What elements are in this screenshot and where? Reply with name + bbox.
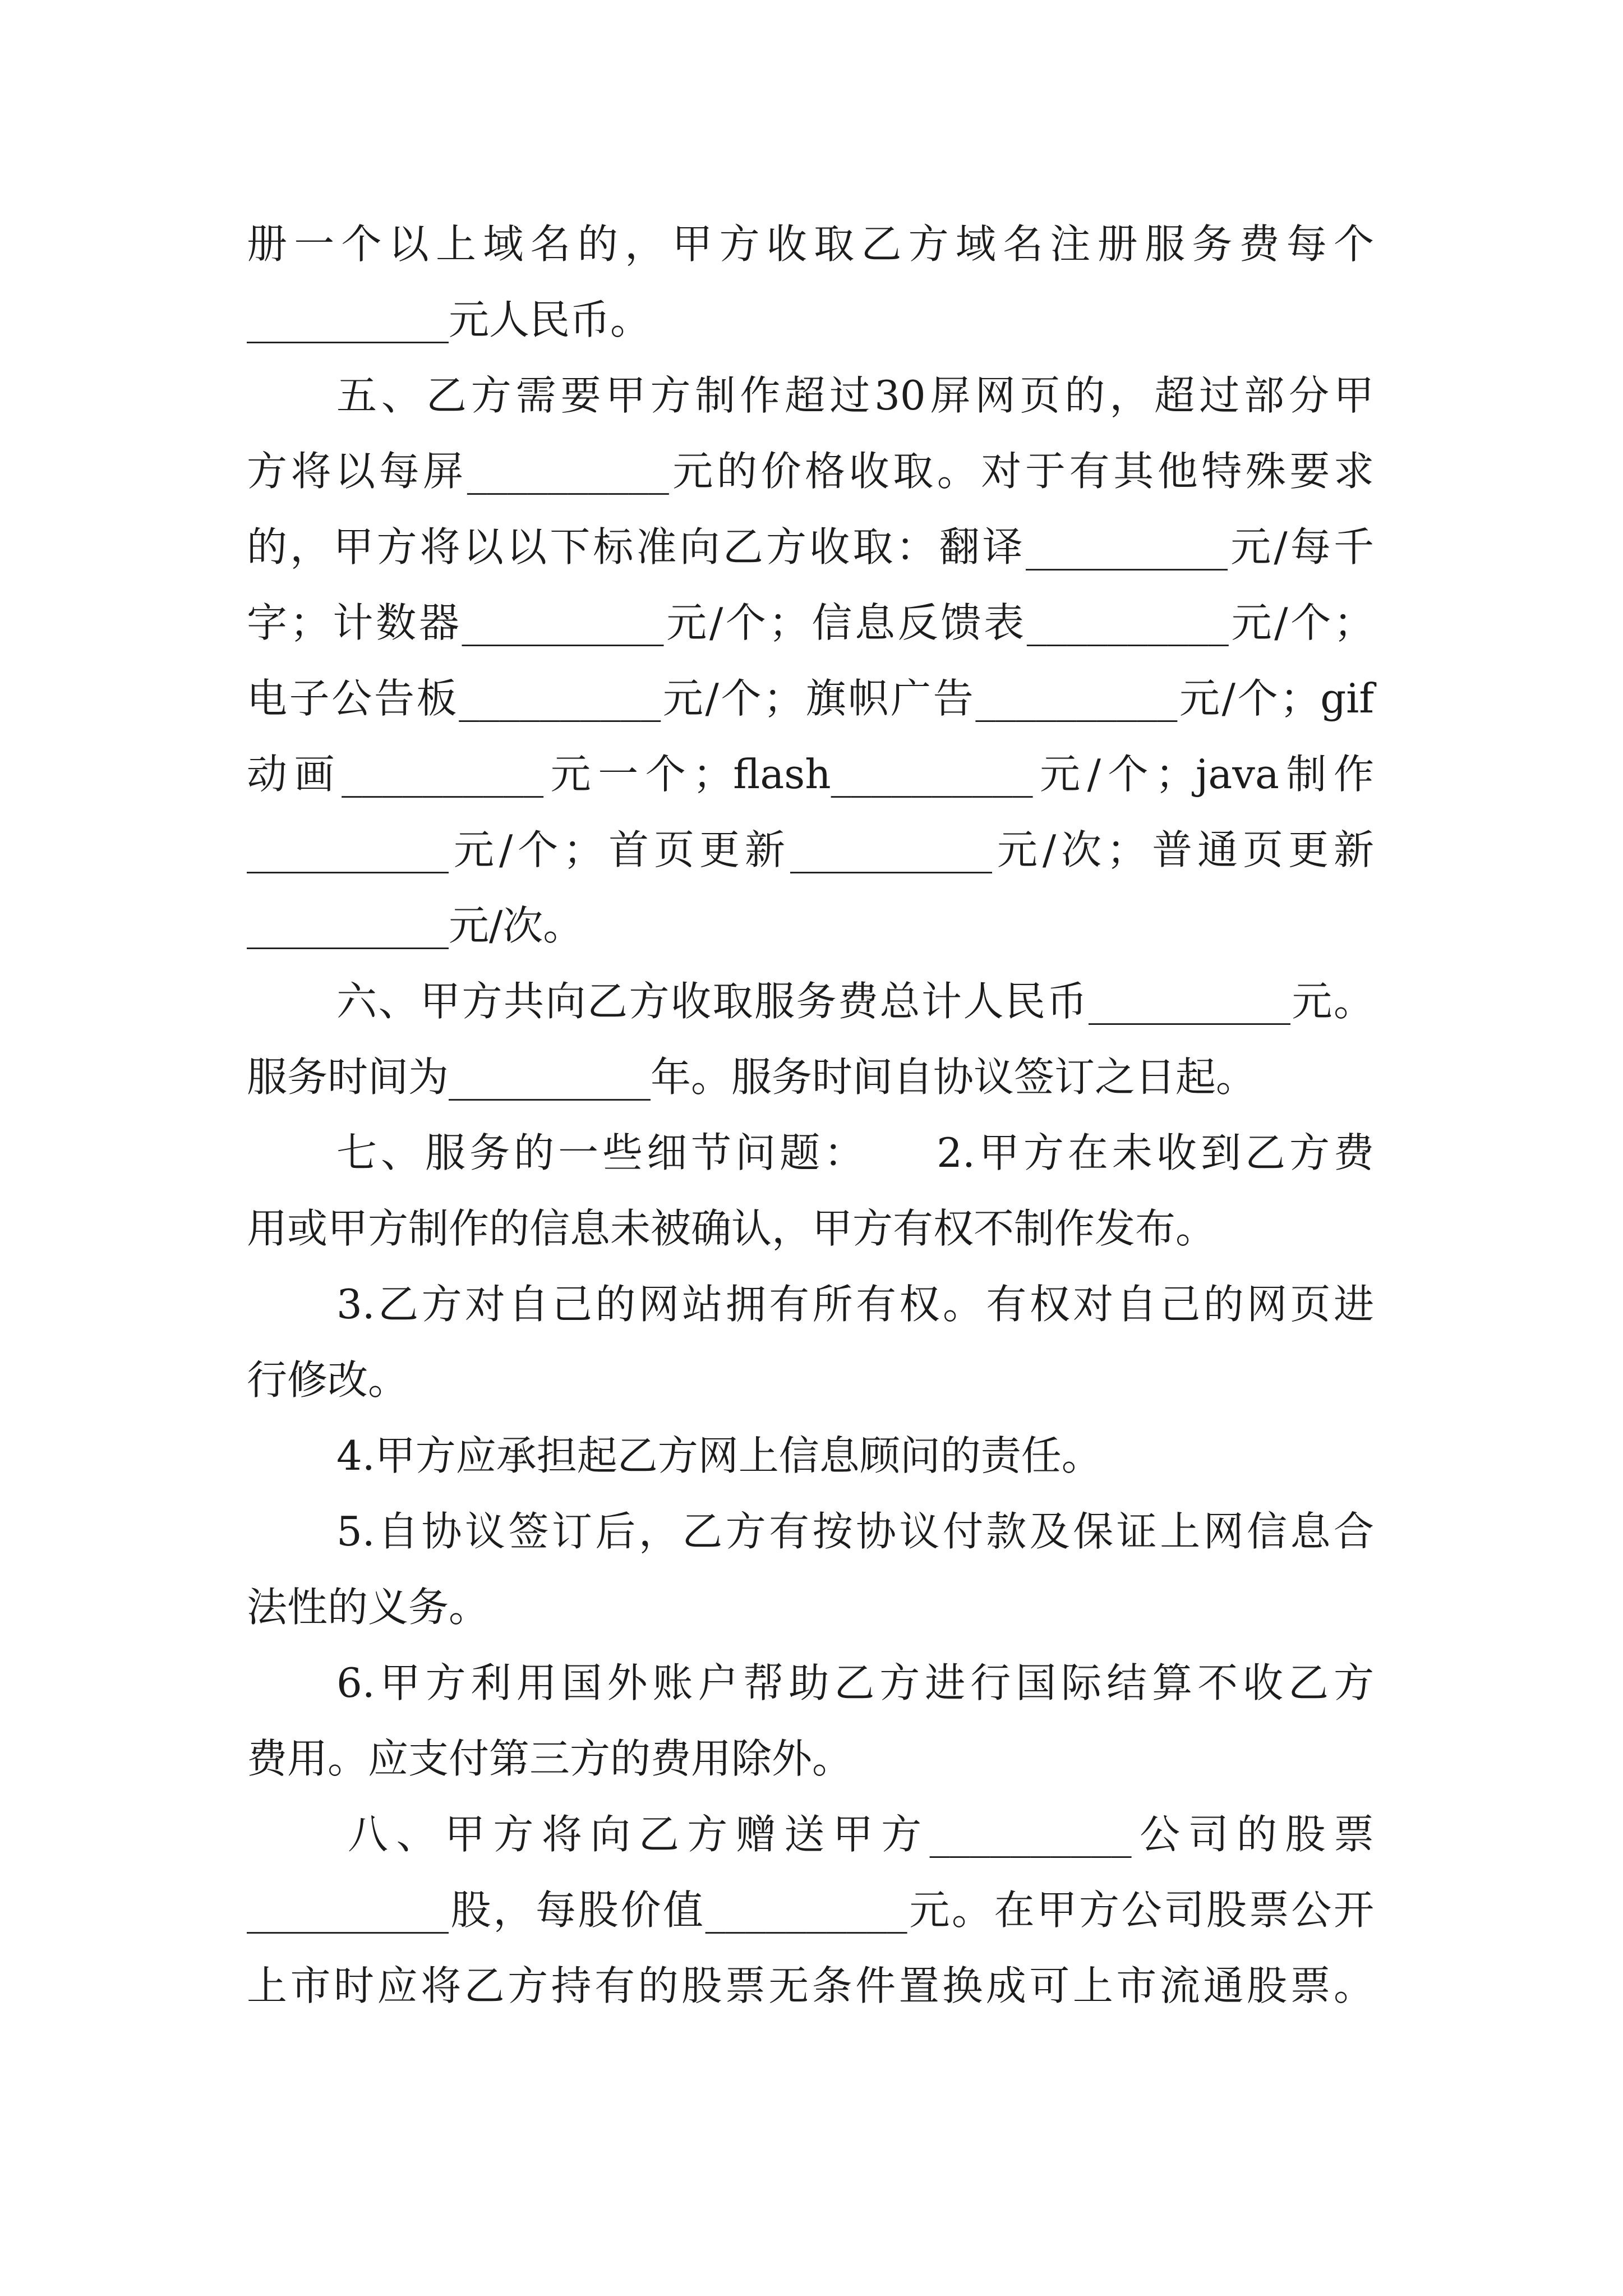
item-3-start: 3.乙方对自己的网站拥有所有权。有权对自己的网页进 (336, 1281, 1374, 1328)
text-line: __________股，每股价值__________元。在甲方公司股票公开 (247, 1887, 1374, 1934)
item-4: 4.甲方应承担起乙方网上信息顾问的责任。 (336, 1432, 1102, 1479)
text-line: 电子公告板__________元/个；旗帜广告__________元/个；gif (247, 675, 1374, 722)
text-line: __________元/个；首页更新__________元/次；普通页更新 (247, 826, 1374, 873)
item-6-start: 6.甲方利用国外账户帮助乙方进行国际结算不收乙方 (336, 1659, 1374, 1706)
text-line: __________元/次。 (247, 902, 584, 949)
text-line: 服务时间为__________年。服务时间自协议签订之日起。 (247, 1053, 1257, 1101)
text-line: 动画__________元一个；flash__________元/个；java制作 (247, 751, 1374, 798)
text-line: 的，甲方将以以下标准向乙方收取：翻译__________元/每千 (247, 523, 1374, 570)
paragraph-5-start: 五、乙方需要甲方制作超过30屏网页的，超过部分甲 (336, 372, 1374, 419)
paragraph-8-start: 八、甲方将向乙方赠送甲方__________公司的股票 (348, 1811, 1374, 1858)
text-line: 字；计数器__________元/个；信息反馈表__________元/个； (247, 599, 1374, 646)
text-line: __________元人民币。 (247, 296, 651, 343)
item-5-start: 5.自协议签订后，乙方有按协议付款及保证上网信息合 (336, 1508, 1374, 1555)
paragraph-6-start: 六、甲方共向乙方收取服务费总计人民币__________元。 (336, 978, 1374, 1025)
text-line: 方将以每屏__________元的价格收取。对于有其他特殊要求 (247, 448, 1374, 495)
paragraph-7-start: 七、服务的一些细节问题： 2.甲方在未收到乙方费 (336, 1129, 1374, 1176)
text-line: 法性的义务。 (247, 1584, 490, 1631)
text-line: 上市时应将乙方持有的股票无条件置换成可上市流通股票。 (247, 1962, 1374, 2009)
text-line: 行修改。 (247, 1356, 409, 1404)
text-line: 费用。应支付第三方的费用除外。 (247, 1735, 853, 1782)
text-line: 册一个以上域名的，甲方收取乙方域名注册服务费每个 (247, 220, 1374, 268)
text-line: 用或甲方制作的信息未被确认，甲方有权不制作发布。 (247, 1205, 1216, 1252)
